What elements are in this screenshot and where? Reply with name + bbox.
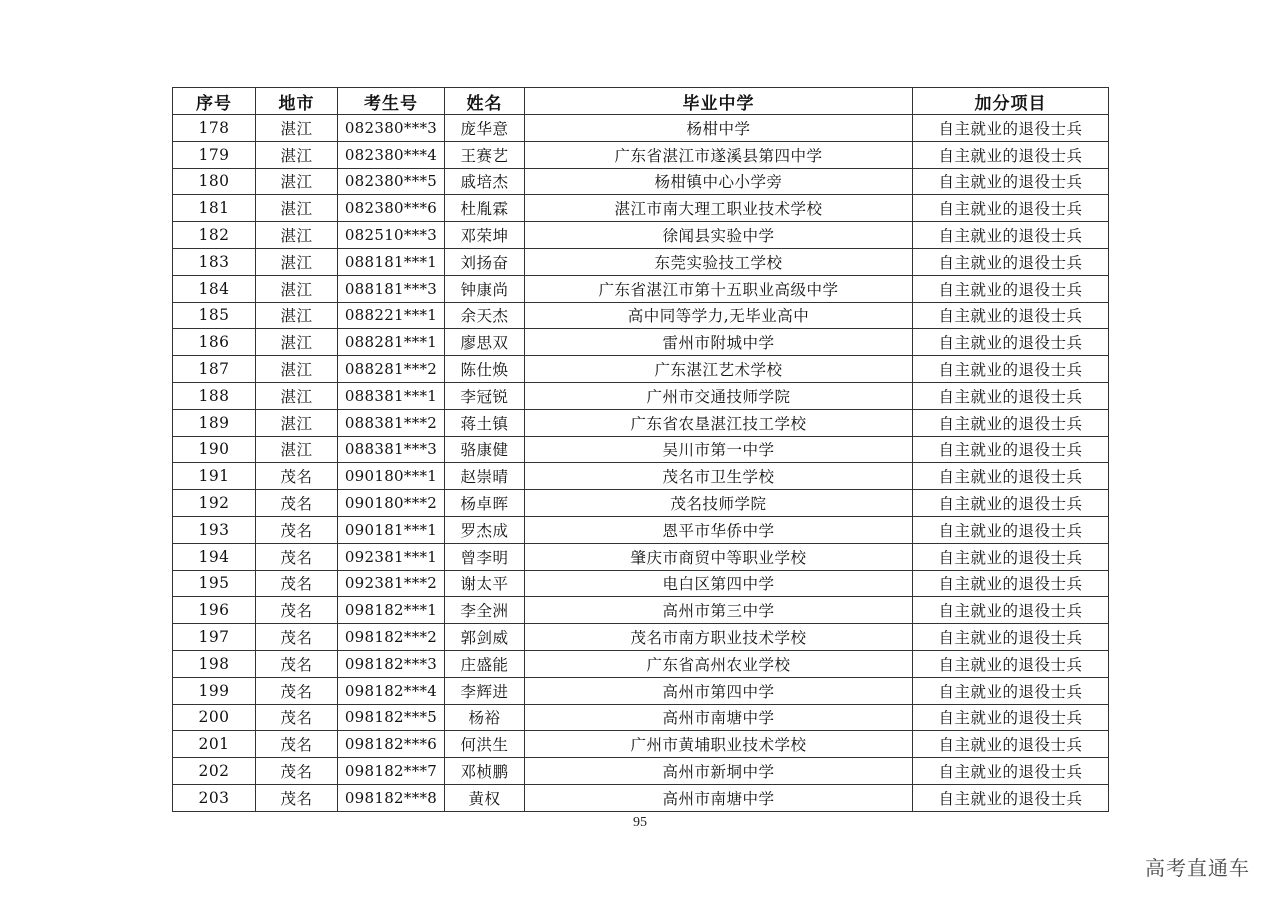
cell-school: 高州市第三中学: [525, 597, 913, 624]
cell-school: 雷州市附城中学: [525, 329, 913, 356]
cell-city: 湛江: [256, 275, 338, 302]
cell-school: 肇庆市商贸中等职业学校: [525, 543, 913, 570]
cell-exam-id: 092381***2: [338, 570, 445, 597]
cell-serial: 181: [173, 195, 256, 222]
table-body: [173, 115, 1109, 812]
cell-name: 李冠锐: [445, 382, 525, 409]
cell-city: 湛江: [256, 222, 338, 249]
cell-exam-id: 098182***4: [338, 677, 445, 704]
cell-exam-id: 098182***2: [338, 624, 445, 651]
cell-bonus-item: 自主就业的退役士兵: [913, 382, 1109, 409]
cell-name: 杜胤霖: [445, 195, 525, 222]
cell-name: 庞华意: [445, 115, 525, 142]
cell-city: 茂名: [256, 758, 338, 785]
cell-serial: 202: [173, 758, 256, 785]
table-row: [173, 463, 1109, 490]
cell-city: 湛江: [256, 141, 338, 168]
cell-serial: 192: [173, 490, 256, 517]
cell-school: 广东省湛江市遂溪县第四中学: [525, 141, 913, 168]
cell-name: 黄权: [445, 784, 525, 811]
cell-serial: 194: [173, 543, 256, 570]
cell-serial: 201: [173, 731, 256, 758]
cell-name: 庄盛能: [445, 650, 525, 677]
table-row: [173, 570, 1109, 597]
table-row: [173, 650, 1109, 677]
cell-name: 何洪生: [445, 731, 525, 758]
cell-bonus-item: 自主就业的退役士兵: [913, 195, 1109, 222]
cell-serial: 200: [173, 704, 256, 731]
cell-city: 湛江: [256, 248, 338, 275]
cell-city: 湛江: [256, 115, 338, 142]
table-row: [173, 409, 1109, 436]
cell-school: 杨柑镇中心小学旁: [525, 168, 913, 195]
cell-school: 茂名技师学院: [525, 490, 913, 517]
table-row: [173, 597, 1109, 624]
cell-school: 茂名市卫生学校: [525, 463, 913, 490]
cell-serial: 196: [173, 597, 256, 624]
cell-bonus-item: 自主就业的退役士兵: [913, 329, 1109, 356]
table-row: [173, 329, 1109, 356]
cell-bonus-item: 自主就业的退役士兵: [913, 302, 1109, 329]
table-row: [173, 356, 1109, 383]
table-header: [173, 88, 1109, 115]
cell-city: 湛江: [256, 302, 338, 329]
cell-exam-id: 088221***1: [338, 302, 445, 329]
cell-serial: 187: [173, 356, 256, 383]
cell-city: 茂名: [256, 463, 338, 490]
cell-city: 茂名: [256, 704, 338, 731]
cell-city: 茂名: [256, 570, 338, 597]
cell-exam-id: 098182***3: [338, 650, 445, 677]
cell-serial: 188: [173, 382, 256, 409]
cell-bonus-item: 自主就业的退役士兵: [913, 650, 1109, 677]
watermark-logo-text: 高考直通车: [1145, 856, 1250, 880]
cell-city: 茂名: [256, 650, 338, 677]
cell-city: 湛江: [256, 168, 338, 195]
table-row: [173, 168, 1109, 195]
header-bonus-item: 加分项目: [913, 88, 1109, 115]
cell-exam-id: 098182***7: [338, 758, 445, 785]
cell-serial: 193: [173, 516, 256, 543]
cell-school: 吴川市第一中学: [525, 436, 913, 463]
cell-name: 钟康尚: [445, 275, 525, 302]
cell-exam-id: 082510***3: [338, 222, 445, 249]
table-row: [173, 382, 1109, 409]
table-row: [173, 436, 1109, 463]
cell-city: 茂名: [256, 490, 338, 517]
cell-city: 湛江: [256, 329, 338, 356]
cell-city: 茂名: [256, 784, 338, 811]
table-row: [173, 516, 1109, 543]
cell-name: 王赛艺: [445, 141, 525, 168]
cell-bonus-item: 自主就业的退役士兵: [913, 222, 1109, 249]
cell-city: 湛江: [256, 195, 338, 222]
table-row: [173, 784, 1109, 811]
table-row: [173, 275, 1109, 302]
table-row: [173, 248, 1109, 275]
header-name: 姓名: [445, 88, 525, 115]
cell-serial: 197: [173, 624, 256, 651]
cell-school: 高州市南塘中学: [525, 784, 913, 811]
cell-exam-id: 082380***3: [338, 115, 445, 142]
cell-bonus-item: 自主就业的退役士兵: [913, 141, 1109, 168]
cell-city: 湛江: [256, 382, 338, 409]
cell-exam-id: 090180***2: [338, 490, 445, 517]
cell-serial: 189: [173, 409, 256, 436]
cell-city: 茂名: [256, 731, 338, 758]
cell-school: 杨柑中学: [525, 115, 913, 142]
cell-serial: 183: [173, 248, 256, 275]
cell-name: 刘扬奋: [445, 248, 525, 275]
header-school: 毕业中学: [525, 88, 913, 115]
header-row: [173, 88, 1109, 115]
cell-name: 廖思双: [445, 329, 525, 356]
cell-school: 高中同等学力,无毕业高中: [525, 302, 913, 329]
cell-exam-id: 098182***1: [338, 597, 445, 624]
cell-school: 高州市第四中学: [525, 677, 913, 704]
cell-bonus-item: 自主就业的退役士兵: [913, 490, 1109, 517]
cell-city: 茂名: [256, 677, 338, 704]
cell-serial: 195: [173, 570, 256, 597]
table-row: [173, 624, 1109, 651]
cell-bonus-item: 自主就业的退役士兵: [913, 516, 1109, 543]
cell-school: 东莞实验技工学校: [525, 248, 913, 275]
cell-bonus-item: 自主就业的退役士兵: [913, 168, 1109, 195]
cell-school: 电白区第四中学: [525, 570, 913, 597]
cell-city: 茂名: [256, 597, 338, 624]
cell-exam-id: 082380***5: [338, 168, 445, 195]
cell-exam-id: 088281***1: [338, 329, 445, 356]
cell-name: 罗杰成: [445, 516, 525, 543]
cell-bonus-item: 自主就业的退役士兵: [913, 543, 1109, 570]
table-row: [173, 141, 1109, 168]
cell-name: 谢太平: [445, 570, 525, 597]
cell-school: 广东湛江艺术学校: [525, 356, 913, 383]
cell-serial: 184: [173, 275, 256, 302]
cell-name: 邓荣坤: [445, 222, 525, 249]
cell-exam-id: 088381***2: [338, 409, 445, 436]
cell-name: 赵崇晴: [445, 463, 525, 490]
cell-name: 陈仕焕: [445, 356, 525, 383]
table-row: [173, 758, 1109, 785]
cell-school: 广东省湛江市第十五职业高级中学: [525, 275, 913, 302]
cell-name: 曾李明: [445, 543, 525, 570]
cell-exam-id: 088181***1: [338, 248, 445, 275]
cell-school: 广东省高州农业学校: [525, 650, 913, 677]
cell-school: 高州市新垌中学: [525, 758, 913, 785]
table-row: [173, 222, 1109, 249]
cell-name: 李辉进: [445, 677, 525, 704]
header-exam-id: 考生号: [338, 88, 445, 115]
cell-bonus-item: 自主就业的退役士兵: [913, 409, 1109, 436]
cell-school: 湛江市南大理工职业技术学校: [525, 195, 913, 222]
cell-exam-id: 090181***1: [338, 516, 445, 543]
cell-serial: 186: [173, 329, 256, 356]
table-row: [173, 543, 1109, 570]
cell-city: 茂名: [256, 516, 338, 543]
cell-school: 茂名市南方职业技术学校: [525, 624, 913, 651]
cell-exam-id: 088181***3: [338, 275, 445, 302]
cell-bonus-item: 自主就业的退役士兵: [913, 784, 1109, 811]
cell-bonus-item: 自主就业的退役士兵: [913, 570, 1109, 597]
cell-school: 恩平市华侨中学: [525, 516, 913, 543]
cell-name: 邓桢鹏: [445, 758, 525, 785]
cell-school: 广东省农垦湛江技工学校: [525, 409, 913, 436]
cell-name: 杨卓晖: [445, 490, 525, 517]
cell-bonus-item: 自主就业的退役士兵: [913, 275, 1109, 302]
cell-name: 蒋土镇: [445, 409, 525, 436]
cell-exam-id: 090180***1: [338, 463, 445, 490]
cell-exam-id: 092381***1: [338, 543, 445, 570]
cell-bonus-item: 自主就业的退役士兵: [913, 731, 1109, 758]
cell-bonus-item: 自主就业的退役士兵: [913, 704, 1109, 731]
cell-exam-id: 098182***8: [338, 784, 445, 811]
header-city: 地市: [256, 88, 338, 115]
cell-city: 湛江: [256, 356, 338, 383]
cell-serial: 199: [173, 677, 256, 704]
table-row: [173, 195, 1109, 222]
cell-bonus-item: 自主就业的退役士兵: [913, 677, 1109, 704]
table-row: [173, 704, 1109, 731]
cell-name: 李全洲: [445, 597, 525, 624]
table-row: [173, 115, 1109, 142]
cell-serial: 180: [173, 168, 256, 195]
cell-bonus-item: 自主就业的退役士兵: [913, 356, 1109, 383]
cell-exam-id: 088281***2: [338, 356, 445, 383]
cell-bonus-item: 自主就业的退役士兵: [913, 248, 1109, 275]
table-row: [173, 677, 1109, 704]
cell-serial: 191: [173, 463, 256, 490]
table-row: [173, 302, 1109, 329]
cell-school: 徐闻县实验中学: [525, 222, 913, 249]
cell-exam-id: 098182***6: [338, 731, 445, 758]
cell-exam-id: 088381***1: [338, 382, 445, 409]
cell-city: 茂名: [256, 624, 338, 651]
cell-name: 杨裕: [445, 704, 525, 731]
cell-exam-id: 098182***5: [338, 704, 445, 731]
cell-name: 戚培杰: [445, 168, 525, 195]
cell-exam-id: 082380***6: [338, 195, 445, 222]
cell-serial: 198: [173, 650, 256, 677]
cell-serial: 179: [173, 141, 256, 168]
table-row: [173, 490, 1109, 517]
cell-serial: 203: [173, 784, 256, 811]
cell-serial: 178: [173, 115, 256, 142]
cell-school: 高州市南塘中学: [525, 704, 913, 731]
cell-bonus-item: 自主就业的退役士兵: [913, 758, 1109, 785]
cell-bonus-item: 自主就业的退役士兵: [913, 436, 1109, 463]
cell-name: 余天杰: [445, 302, 525, 329]
cell-bonus-item: 自主就业的退役士兵: [913, 624, 1109, 651]
cell-bonus-item: 自主就业的退役士兵: [913, 597, 1109, 624]
cell-exam-id: 088381***3: [338, 436, 445, 463]
bonus-points-table: [172, 87, 1109, 812]
cell-name: 骆康健: [445, 436, 525, 463]
cell-serial: 182: [173, 222, 256, 249]
cell-bonus-item: 自主就业的退役士兵: [913, 463, 1109, 490]
cell-city: 湛江: [256, 409, 338, 436]
header-serial: 序号: [173, 88, 256, 115]
table-row: [173, 731, 1109, 758]
cell-city: 湛江: [256, 436, 338, 463]
page-number: 95: [633, 815, 647, 830]
cell-serial: 185: [173, 302, 256, 329]
cell-school: 广州市交通技师学院: [525, 382, 913, 409]
cell-serial: 190: [173, 436, 256, 463]
cell-exam-id: 082380***4: [338, 141, 445, 168]
cell-name: 郭剑威: [445, 624, 525, 651]
cell-bonus-item: 自主就业的退役士兵: [913, 115, 1109, 142]
cell-school: 广州市黄埔职业技术学校: [525, 731, 913, 758]
cell-city: 茂名: [256, 543, 338, 570]
